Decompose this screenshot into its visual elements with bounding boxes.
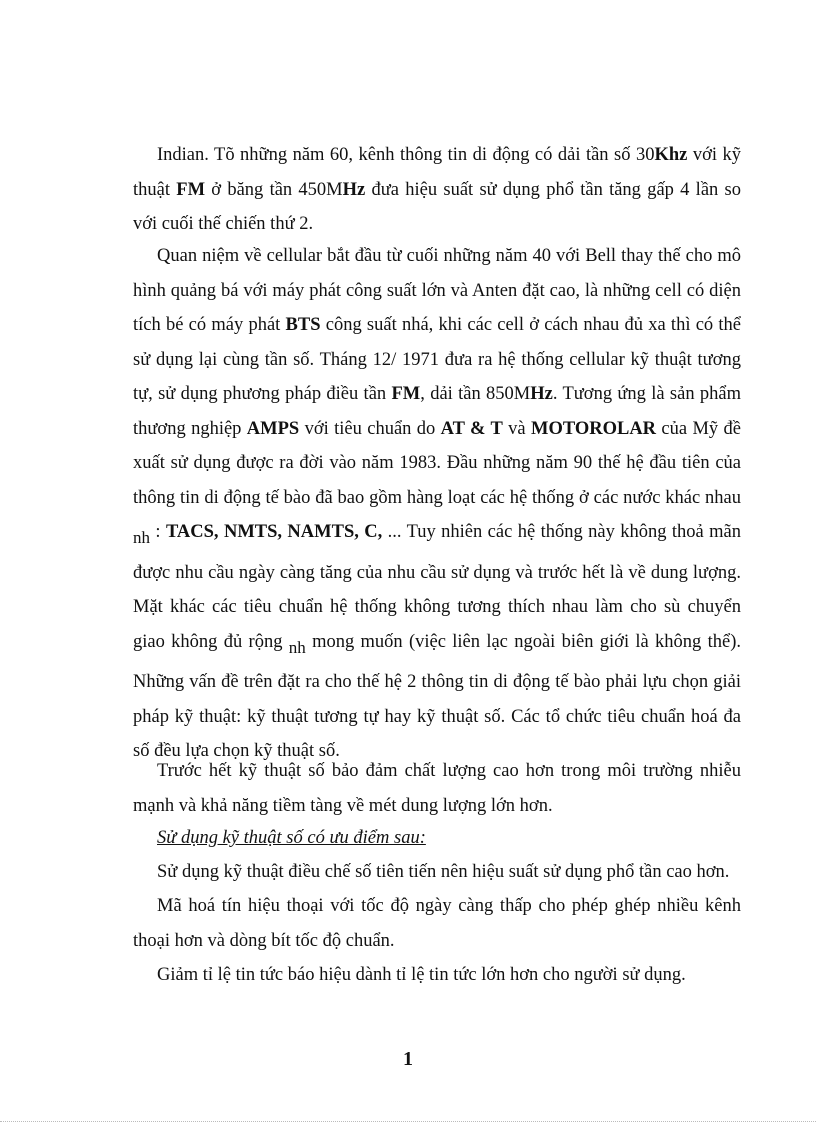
text-run: mong muốn (việc liên lạc ngoài biên giới là không thể). Những vấn đề trên đặt ra cho thế hệ 2 thông tin di động tế bào phải lựu chọn giải pháp kỹ thuật: kỹ thuật tương tự hay kỹ thuật số. Các tổ chức tiêu chuẩn hoá đa số đều lựa chọn kỹ thuật số. (133, 631, 742, 761)
bold-run: AT & T (440, 418, 503, 439)
paragraph-3: Trước hết kỹ thuật số bảo đảm chất lượng cao hơn trong môi trường nhiễu mạnh và khả năng tiềm tàng về mét dung lượng lớn hơn. (133, 761, 741, 816)
paragraph-5: Mã hoá tín hiệu thoại với tốc độ ngày càng thấp cho phép ghép nhiều kênh thoại hơn và dòng bít tốc độ chuẩn. (133, 896, 741, 951)
text-run: ở băng tần 450M (205, 179, 343, 200)
page-number: 1 (403, 1048, 413, 1070)
bold-run: AMPS (246, 418, 300, 439)
paragraph-6: Giảm tỉ lệ tin tức báo hiệu dành tỉ lệ tin tức lớn hơn cho người sử dụng. (157, 965, 686, 985)
text-run: công suất nhá, khi các cell ở cách nhau đủ xa thì có thể sử dụng lại cùng tần số. Tháng 12/ 1971 đưa ra hệ thống cellular kỹ thuật tương tự, sử dụng phương pháp điều tần (133, 315, 741, 404)
text-run: với kỹ thuật (133, 145, 741, 200)
text-run: với tiêu chuẩn do (299, 418, 441, 439)
paragraph-2 (133, 239, 741, 769)
text-run: : (150, 522, 166, 542)
text-run: Quan niệm về cellular bắt đầu từ cuối những năm 40 với Bell thay thế cho mô hình quảng bá với máy phát công suất lớn và Anten đặt cao, là những cell có diện tích bé có máy phát (133, 246, 741, 335)
text-run: và (502, 418, 531, 439)
bold-run: Hz (342, 179, 366, 200)
bold-run: MOTOROLAR (530, 418, 657, 439)
bold-run: FM (391, 384, 421, 404)
section-heading: Sử dụng kỹ thuật số có ưu điểm sau: (157, 828, 426, 848)
subscript-run: nh (288, 637, 306, 657)
bold-run: Hz (530, 384, 553, 404)
text-run: , dải tần 850M (420, 384, 531, 404)
paragraph-4: Sử dụng kỹ thuật điều chế số tiên tiến nên hiệu suất sử dụng phổ tần cao hơn. (157, 862, 730, 882)
bold-run: BTS (285, 315, 321, 335)
text-run: của Mỹ đề xuất sử dụng được ra đời vào năm 1983. Đầu những năm 90 thế hệ đầu tiên của thông tin di động tế bào đã bao gồm hàng loạt các hệ thống ở các nước khác nhau (133, 418, 741, 508)
text-run: Indian. Tõ những năm 60, kênh thông tin di động có dải tần số 30 (157, 145, 655, 165)
bold-run: FM (176, 179, 206, 200)
bold-run: TACS, NMTS, NAMTS, C, (165, 522, 383, 542)
page-bottom-divider (0, 1121, 816, 1122)
text-run: ... Tuy nhiên các hệ thống này không thoả mãn được nhu cầu ngày càng tăng của nhu cầu sử dụng và trước hết là về dung lượng. Mặt khác các tiêu chuẩn hệ thống không tương thích nhau làm cho sù chuyển giao không đủ rộng (133, 522, 741, 652)
paragraph-1 (133, 138, 741, 242)
text-run: . Tương ứng là sản phẩm thương nghiệp (133, 384, 741, 439)
subscript-run: nh (133, 528, 150, 547)
bold-run: Khz (654, 145, 688, 165)
text-run: đưa hiệu suất sử dụng phổ tần tăng gấp 4 lần so với cuối thế chiến thứ 2. (133, 179, 741, 234)
